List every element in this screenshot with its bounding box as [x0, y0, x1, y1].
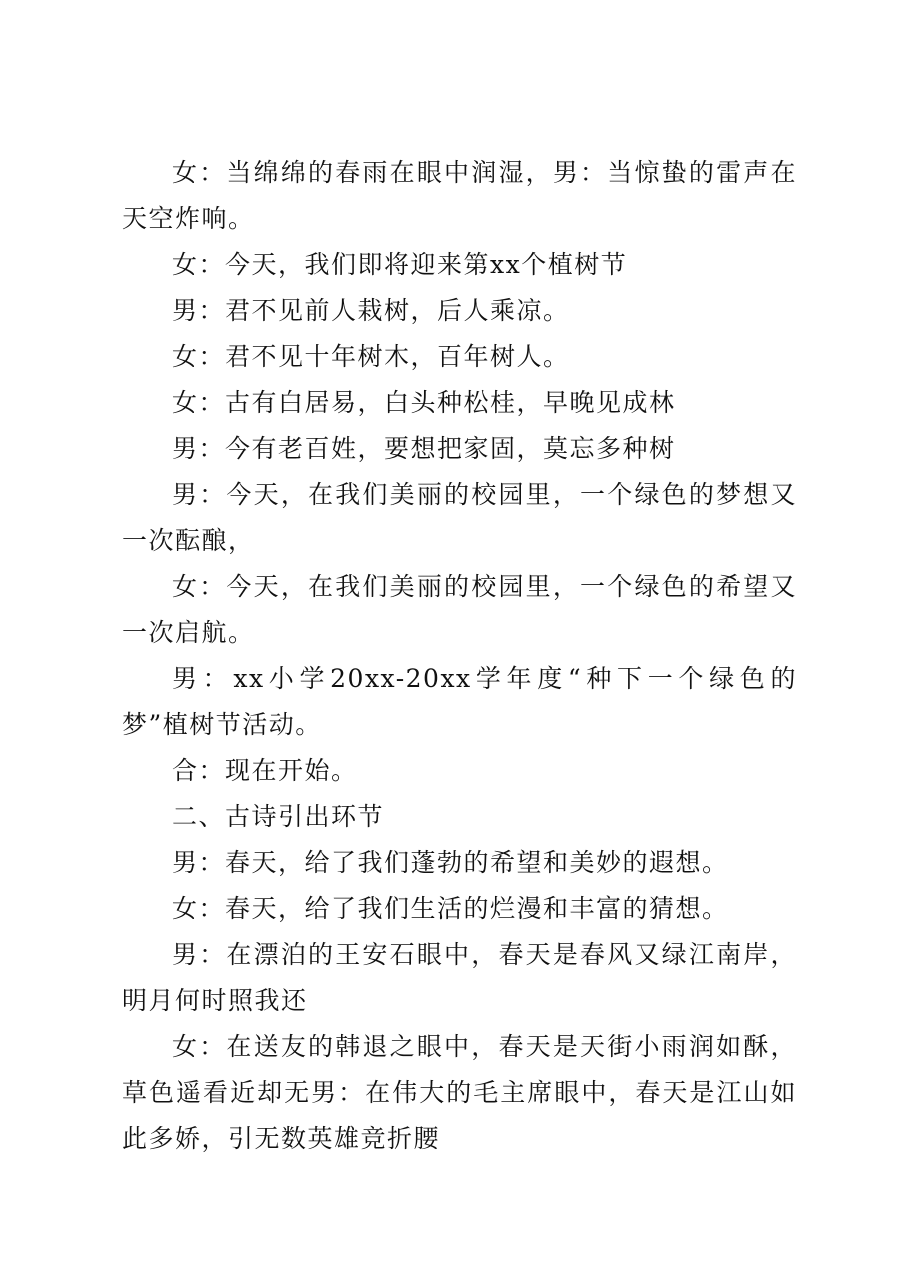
- paragraph-12: 男：春天，给了我们蓬勃的希望和美妙的遐想。: [172, 848, 729, 877]
- paragraph-7: 男：今天，在我们美丽的校园里，一个绿色的梦想又一次酝酿，: [122, 480, 797, 555]
- paragraph-9: 男：xx小学20xx-20xx学年度“种下一个绿色的梦”植树节活动。: [122, 664, 797, 739]
- paragraph-8: 女：今天，在我们美丽的校园里，一个绿色的希望又一次启航。: [122, 572, 797, 647]
- paragraph-10: 合：现在开始。: [172, 756, 358, 785]
- paragraph-1: 女：当绵绵的春雨在眼中润湿，男：当惊蛰的雷声在天空炸响。: [122, 158, 797, 233]
- paragraph-2: 女：今天，我们即将迎来第xx个植树节: [172, 250, 628, 279]
- paragraph-14: 男：在漂泊的王安石眼中，春天是春风又绿江南岸，明月何时照我还: [122, 940, 797, 1015]
- paragraph-4: 女：君不见十年树木，百年树人。: [172, 342, 570, 371]
- section-heading: 二、古诗引出环节: [172, 802, 385, 831]
- paragraph-6: 男：今有老百姓，要想把家固，莫忘多种树: [172, 434, 676, 463]
- paragraph-3: 男：君不见前人栽树，后人乘凉。: [172, 296, 570, 325]
- document-body: [122, 150, 797, 1162]
- paragraph-5: 女：古有白居易，白头种松桂，早晚见成林: [172, 388, 676, 417]
- paragraph-13: 女：春天，给了我们生活的烂漫和丰富的猜想。: [172, 894, 729, 923]
- paragraph-15: 女：在送友的韩退之眼中，春天是天街小雨润如酥，草色遥看近却无男：在伟大的毛主席眼中，春天是江山如此多娇，引无数英雄竞折腰: [122, 1032, 797, 1153]
